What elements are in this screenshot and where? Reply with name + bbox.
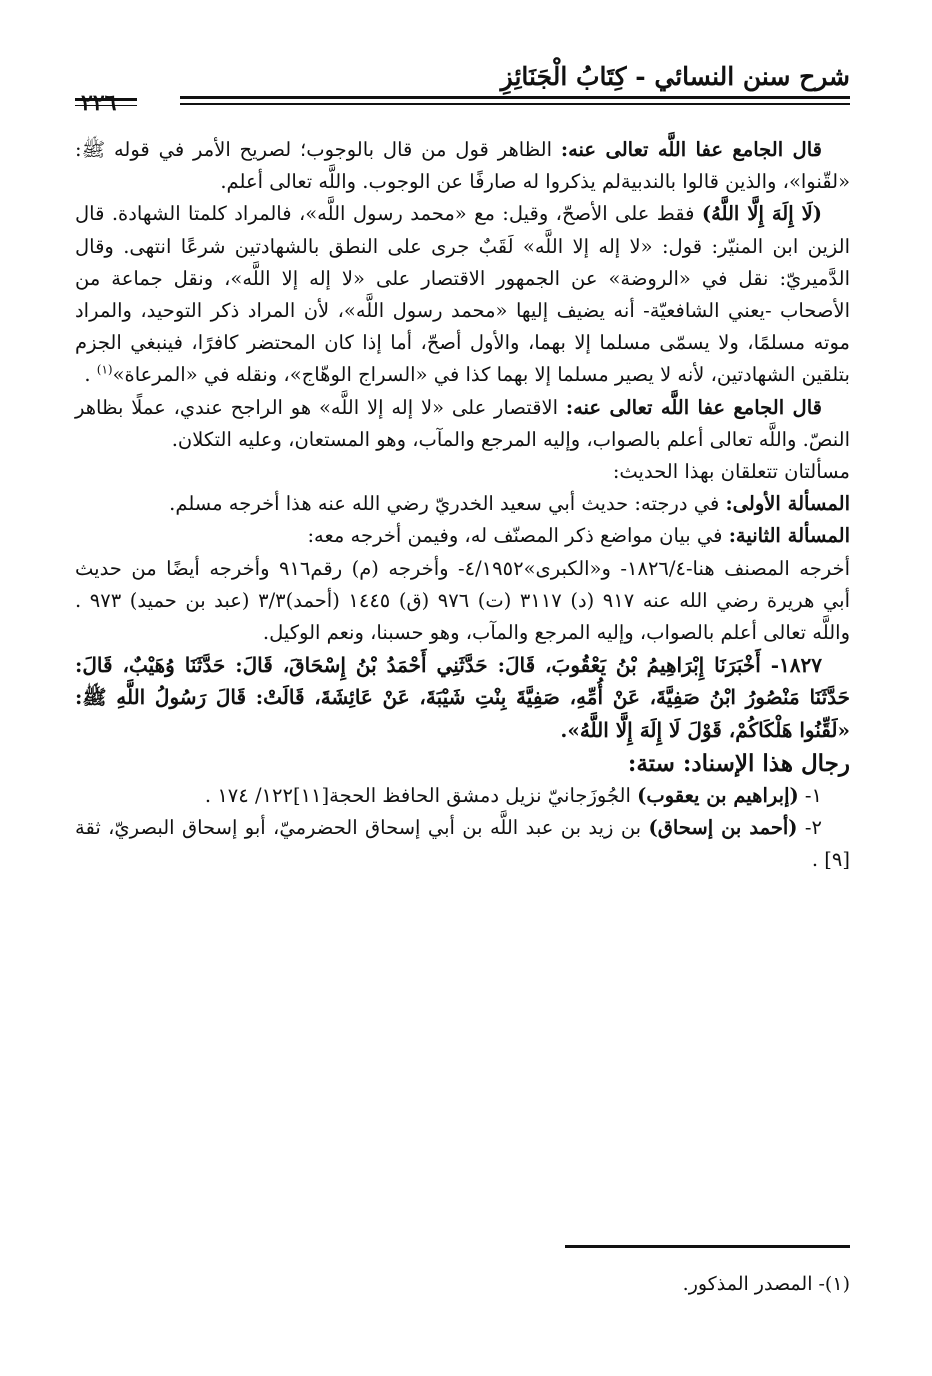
- paragraph-text: في درجته: حديث أبي سعيد الخدريّ رضي الله عنه هذا أخرجه مسلم.: [169, 492, 726, 516]
- footnote-ref: (١): [96, 362, 113, 377]
- footnote-divider: [565, 1245, 850, 1248]
- page-number: ٢٢٦: [81, 90, 117, 116]
- issue-label: المسألة الثانية:: [728, 524, 850, 548]
- paragraph-6: [75, 520, 850, 552]
- issue-label: المسألة الأولى:: [725, 492, 850, 516]
- paragraph-text: في بيان مواضع ذكر المصنّف له، وفيمن أخرجه معه:: [307, 524, 729, 548]
- narrator-1: [75, 780, 850, 812]
- paragraph-7: أخرجه المصنف هنا-١٨٢٦/٤- و«الكبرى»٤/١٩٥٢- وأخرجه (م) رقم٩١٦ وأخرجه أيضًا من حديث أبي هريرة رضي الله عنه ٩١٧ (د) ٣١١٧ (ت) ٩٧٦ (ق) ١٤٤٥ (أحمد)٣/٣ (عبد بن حميد) ٩٧٣ . واللَّه تعالى أعلم بالصواب، وإليه المرجع والمآب، وهو حسبنا، ونعم الوكيل.: [75, 556, 851, 645]
- editor-note-label: قال الجامع عفا اللَّه تعالى عنه:: [565, 395, 822, 419]
- page-header: [75, 60, 850, 116]
- quoted-phrase: (لَا إِلَهَ إِلَّا اللَّهُ): [701, 202, 822, 226]
- paragraph-text: فقط على الأصحّ، وقيل: مع «محمد رسول اللَّه»، فالمراد كلمتا الشهادة. قال الزين ابن المنيّر: قول: «لا إله إلا اللَّه» لَقَبٌ جرى على النطق بالشهادتين شرعًا انتهى. وقال الدَّميريّ: نقل في «الروضة» عن الجمهور الاقتصار على «لا إله إلا اللَّه»، ونقل جماعة من الأصحاب -يعني الشافعيّة- أنه يضيف إليها «محمد رسول اللَّه»، لأن المراد ذكر التوحيد، والمراد موته مسلمًا، ولا يسمّى مسلما إلا بهما، والأول أصحّ، أما إذا كان المحتضر كافرًا، فينبغي الجزم بتلقين الشهادتين، لأنه لا يصير مسلما إلا بهما كذا في «السراج الوهّاج»، ونقله في «المرعاة»: [75, 202, 850, 387]
- paragraph-text: الاقتصار على «لا إله إلا اللَّه» هو الراجح عندي، عملًا بظاهر النصّ. واللَّه تعالى أعلم بالصواب، وإليه المرجع والمآب، وهو المستعان، وعليه التكلان.: [75, 395, 850, 451]
- hadith-text: ١٨٢٧- أَخْبَرَنَا إِبْرَاهِيمُ بْنُ يَعْقُوبَ، قَالَ: حَدَّثَنِي أَحْمَدُ بْنُ إِسْحَاقَ، قَالَ: حَدَّثَنَا وُهَيْبٌ، قَالَ: حَدَّثَنَا مَنْصُورُ ابْنُ صَفِيَّةَ، عَنْ أُمِّهِ، صَفِيَّةَ بِنْتِ شَيْبَةَ، عَنْ عَائِشَةَ، قَالَتْ: قَالَ رَسُولُ اللَّهِ ﷺ: «لَقِّنُوا هَلْكَاكُمْ، قَوْلَ لَا إِلَهَ إِلَّا اللَّهُ».: [75, 653, 850, 742]
- narrator-name: (أحمد بن إسحاق): [648, 816, 798, 840]
- narrator-number: ٢-: [797, 816, 822, 840]
- running-title: شرح سنن النسائي - كِتَابُ الْجَنَائِزِ: [500, 62, 850, 91]
- paragraph-4: مسألتان تتعلقان بهذا الحديث:: [612, 460, 850, 484]
- narrator-name: (إبراهيم بن يعقوب): [637, 784, 799, 808]
- editor-note-label: قال الجامع عفا اللَّه تعالى عنه:: [560, 138, 822, 161]
- footnote: (١)- المصدر المذكور.: [682, 1273, 850, 1295]
- paragraph-1: [75, 134, 850, 198]
- page-body: [75, 134, 850, 877]
- paragraph-end: .: [84, 363, 97, 387]
- header-rule: [180, 96, 850, 104]
- paragraph-3: [75, 392, 850, 456]
- paragraph-text: الظاهر قول من قال بالوجوب؛ لصريح الأمر في قوله ﷺ: «لقّنوا»، والذين قالوا بالندبيةلم يذكروا له صارفًا عن الوجوب. واللَّه تعالى أعلم.: [75, 138, 850, 194]
- header-rule-thin: [180, 104, 850, 105]
- paragraph-5: [75, 488, 850, 520]
- narrator-2: [75, 812, 850, 876]
- section-title: رجال هذا الإسناد: ستة:: [627, 749, 850, 777]
- narrator-text: بن زيد بن عبد اللَّه بن أبي إسحاق الحضرميّ، أبو إسحاق البصريّ، ثقة [٩] .: [75, 816, 850, 872]
- narrator-text: الجُوزَجانيّ نزيل دمشق الحافظ الحجة[١١]١٢٢/ ١٧٤ .: [204, 784, 638, 808]
- narrator-number: ١-: [798, 784, 822, 808]
- paragraph-2: [75, 198, 850, 391]
